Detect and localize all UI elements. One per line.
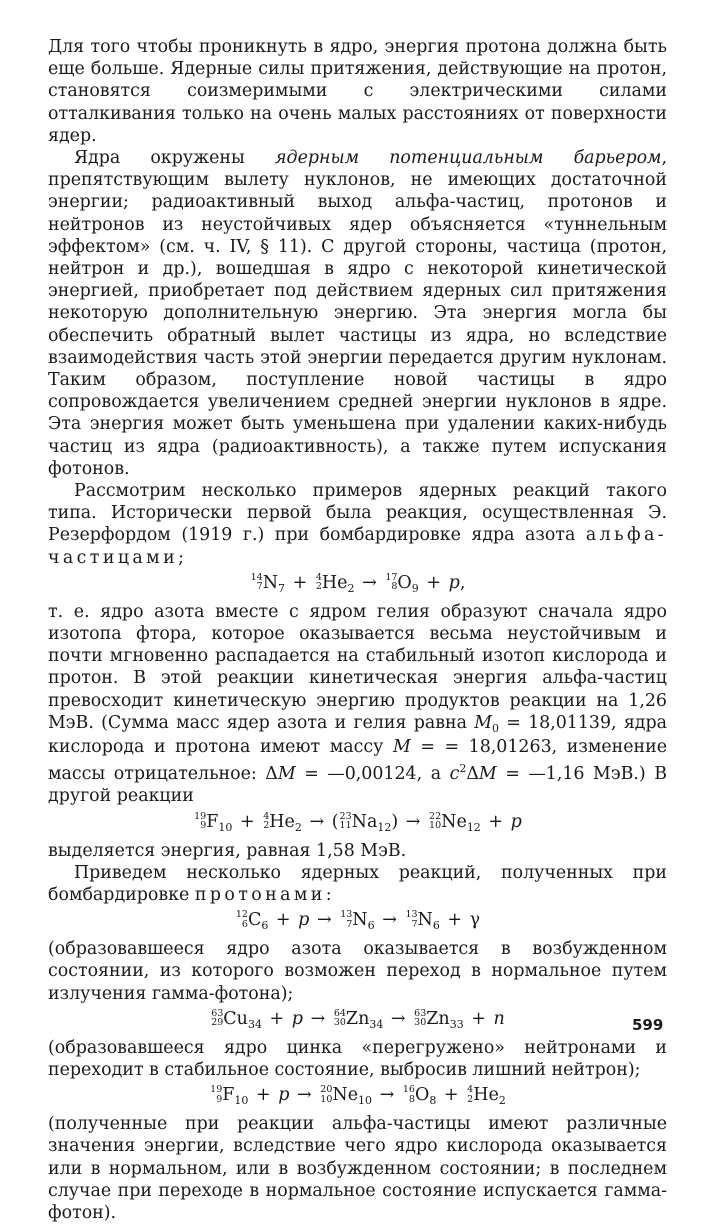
- proton-symbol: p: [448, 572, 460, 593]
- isotope-ne22: 22 10 $Ne_{12}$: [429, 810, 481, 834]
- left-paren: (: [331, 811, 339, 832]
- arrow-icon: →: [310, 1008, 326, 1029]
- paragraph-3: [48, 480, 667, 569]
- isotope-he4: 4 2 $He_2$: [263, 810, 302, 834]
- paragraph-2-text-a: Ядра окружены: [74, 148, 276, 169]
- plus-sign: +: [443, 1085, 459, 1106]
- gamma-symbol: γ: [469, 910, 481, 931]
- isotope-o17: 17 8 $O_9$: [385, 571, 419, 595]
- isotope-f19: 19 9 $F_{10}$: [194, 810, 233, 834]
- paragraph-2: [48, 147, 667, 480]
- potential-barrier-term: ядерным потенциальным барьером: [275, 148, 662, 169]
- paragraph-8: [48, 1037, 667, 1081]
- equation-3: [48, 909, 667, 933]
- right-paren: ): [391, 811, 399, 832]
- isotope-n13: 13 7 $N_6$: [405, 909, 440, 933]
- isotope-o16: 16 8 $O_8$: [402, 1084, 437, 1108]
- paragraph-4: т. е. ядро азота вместе с ядром гелия образуют сначала ядро изотопа фтора, которое оказывается весьма неустойчивым и почти мгновенно распадается на стабильный изотоп кислорода и протон. В этой реакции кинетическая энергия альфа-частиц превосходит кинетическую энергию продуктов реакции на 1,26 МэВ. (Сумма масс ядер азота и гелия равна $M_0 = 18,01139$, ядра кислорода и протона имеют массу M = = 18,01263, изменение массы отрицательное: ΔM = —0,00124, а $c^2\Delta M$ = —1,16 МэВ.) В другой реакции: [48, 601, 668, 807]
- arrow-icon: →: [379, 1085, 395, 1106]
- paragraph-3-text-a: Рассмотрим несколько примеров ядерных реакций такого типа. Исторически первой была реакция, осуществленная Э. Резерфордом (1919 г.) при бомбардировке ядра азота: [48, 481, 667, 546]
- paragraph-6: Приведем несколько ядерных реакций, полученных при бомбардировке протонами:: [48, 862, 667, 905]
- plus-sign: +: [447, 910, 463, 931]
- protons-term: протонами: [194, 884, 326, 905]
- arrow-icon: →: [405, 811, 421, 832]
- isotope-cu63: 63 29 $Cu_{34}$: [211, 1007, 262, 1031]
- paragraph-1-text: Для того чтобы проникнуть в ядро, энергия протона должна быть еще больше. Ядерные силы притяжения, действующие на протон, становятся соизмеримыми с электрическими силами отталкивания только на очень малых расстояниях от поверхности ядер.: [48, 37, 667, 146]
- isotope-n14: 14 7 $N_7$: [250, 571, 285, 595]
- paragraph-3-text-b: ;: [178, 547, 184, 568]
- plus-sign: +: [256, 1085, 271, 1106]
- arrow-icon: →: [316, 910, 332, 931]
- arrow-icon: →: [309, 811, 325, 832]
- paragraph-9-text: (полученные при реакции альфа-частицы имеют различные значения энергии, вследствие чего ядро кислорода оказывается или в нормальном, или в возбужденном состоянии; в последнем случае при переходе в нормальное состояние испускается гамма-фотон).: [48, 1114, 667, 1223]
- plus-sign: +: [239, 811, 255, 832]
- plus-sign: +: [275, 910, 291, 931]
- isotope-n13-excited: 13 7 $N_6$: [340, 909, 375, 933]
- equation-5: [48, 1084, 667, 1108]
- paragraph-7-text: (образовавшееся ядро азота оказывается в возбужденном состоянии, из которого возможен переход в нормальное путем излучения гамма-фотона);: [48, 939, 667, 1004]
- paragraph-9: [48, 1113, 667, 1224]
- isotope-he4: 4 2 $He_2$: [467, 1084, 506, 1108]
- paragraph-1: [48, 36, 667, 147]
- proton-symbol: p: [298, 910, 310, 931]
- paragraph-5: [48, 840, 667, 862]
- equation-1-comma: ,: [459, 572, 466, 593]
- paragraph-8-text: (образовавшееся ядро цинка «перегружено» нейтронами и переходит в стабильное состояние, выбросив лишний нейтрон);: [48, 1037, 667, 1080]
- plus-sign: +: [426, 572, 442, 593]
- page-number: 599: [632, 1016, 664, 1034]
- arrow-icon: →: [382, 910, 397, 931]
- isotope-f19: 19 9 $F_{10}$: [210, 1084, 249, 1108]
- proton-symbol: p: [278, 1085, 290, 1106]
- plus-sign: +: [488, 811, 504, 832]
- alpha-particles-term: альфа-частицами: [48, 525, 667, 568]
- neutron-symbol: n: [493, 1008, 505, 1029]
- equation-2: [48, 811, 667, 835]
- arrow-icon: →: [390, 1008, 406, 1029]
- proton-symbol: p: [291, 1008, 303, 1029]
- paragraph-7: [48, 938, 667, 1005]
- isotope-zn63: 63 30 $Zn_{33}$: [414, 1007, 464, 1031]
- plus-sign: +: [292, 572, 308, 593]
- isotope-c12: 12 6 $C_6$: [235, 909, 269, 933]
- isotope-na23: 23 11 $Na_{12}$: [339, 810, 392, 834]
- isotope-he4: 4 2 $He_2$: [315, 571, 355, 595]
- paragraph-5-text: выделяется энергия, равная 1,58 МэВ.: [48, 840, 407, 861]
- proton-symbol: p: [510, 811, 522, 832]
- arrow-icon: →: [297, 1085, 312, 1106]
- paragraph-2-text-b: , препятствующим вылету нуклонов, не имеющих достаточной энергии; радиоактивный выход альфа-частиц, протонов и нейтронов из неустойчивых ядер объясняется «туннельным эффектом» (см. ч. IV, § 11). С другой стороны, частица (протон, нейтрон и др.), вошедшая в ядро с некоторой кинетической энергией, приобретает под действием ядерных сил притяжения некоторую дополнительную энергию. Эта энергия могла бы обеспечить обратный вылет частицы из ядра, но вследствие взаимодействия часть этой энергии передается другим нуклонам. Таким образом, поступление новой частицы в ядро сопровождается увеличением средней энергии нуклонов в ядре. Эта энергия может быть уменьшена при удалении каких-нибудь частиц из ядра (радиоактивность), а также путем испускания фотонов.: [48, 148, 667, 479]
- plus-sign: +: [269, 1008, 285, 1029]
- arrow-icon: →: [362, 572, 377, 593]
- isotope-ne20: 20 10 $Ne_{10}$: [320, 1084, 373, 1108]
- plus-sign: +: [471, 1008, 486, 1029]
- equation-4: [48, 1008, 667, 1032]
- isotope-zn64: 64 30 $Zn_{34}$: [333, 1007, 384, 1031]
- equation-1: [48, 572, 667, 596]
